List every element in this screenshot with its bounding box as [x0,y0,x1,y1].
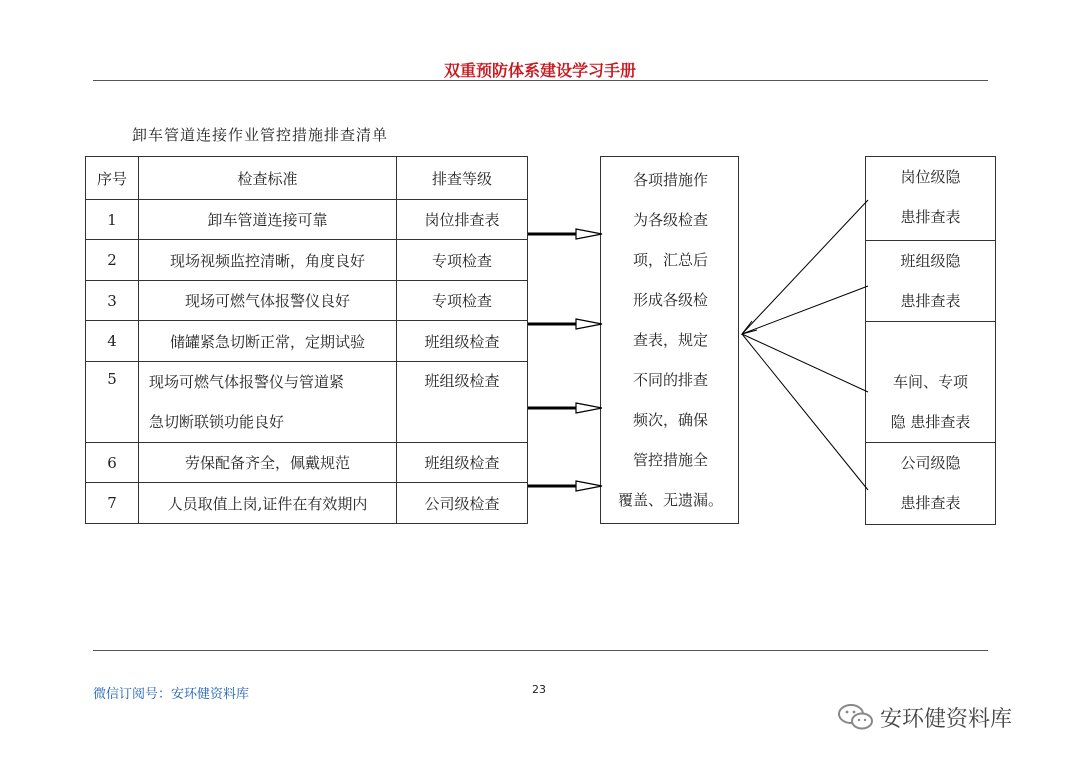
row-standard: 现场视频监控清晰，角度良好 [139,240,397,281]
result-line: 患排查表 [900,494,961,512]
row-no: 4 [86,321,139,362]
row-no: 3 [86,281,139,321]
summary-line: 频次，确保 [632,411,708,429]
header-cell-level: 排查等级 [397,157,528,200]
row-no: 5 [86,362,139,443]
watermark [836,700,1012,734]
right-arrow-1 [528,229,602,239]
result-line: 公司级隐 [900,454,961,472]
row-level: 专项检查 [397,240,528,281]
row-standard: 储罐紧急切断正常，定期试验 [139,321,397,362]
row-standard: 劳保配备齐全，佩戴规范 [139,443,397,483]
result-line: 班组级隐 [900,252,961,270]
row-standard-line: 急切断联锁功能良好 [149,413,285,431]
row-no: 1 [86,200,139,240]
result-line: 患排查表 [900,292,961,310]
right-arrow-2 [528,319,602,329]
summary-line: 为各级检查 [632,211,708,229]
summary-line: 不同的排查 [632,371,708,389]
row-no: 2 [86,240,139,281]
result-line: 岗位级隐 [900,168,961,186]
right-arrow-4 [528,481,602,491]
page-number: 23 [532,683,546,696]
header-cell-standard: 检查标准 [139,157,397,200]
watermark-text: 安环健资料库 [880,706,1013,732]
row-level: 班组级检查 [397,321,528,362]
row-level: 公司级检查 [397,483,528,524]
row-no: 7 [86,483,139,524]
header-cell-no: 序号 [86,157,139,200]
result-line: 患排查表 [900,208,961,226]
right-arrow-3 [528,403,602,413]
row-level: 专项检查 [397,281,528,321]
row-standard: 现场可燃气体报警仪良好 [139,281,397,321]
summary-line: 形成各级检 [632,291,708,309]
row-level: 班组级检查 [397,443,528,483]
wechat-account-label: 微信订阅号：安环健资料库 [93,687,250,702]
result-line: 隐 患排查表 [890,413,971,431]
result-line: 车间、专项 [892,373,968,391]
summary-line: 查表，规定 [632,331,708,349]
document-title: 卸车管道连接作业管控措施排查清单 [132,126,389,144]
row-level: 岗位排查表 [397,200,528,240]
row-standard: 人员取值上岗,证件在有效期内 [139,483,397,524]
summary-line: 覆盖、无遗漏。 [617,491,723,509]
summary-line: 各项措施作 [632,171,708,189]
row-no: 6 [86,443,139,483]
wechat-icon [836,702,876,732]
summary-line: 项，汇总后 [632,251,708,269]
row-standard-line: 现场可燃气体报警仪与管道紧 [149,373,345,391]
row-level: 班组级检查 [397,362,528,443]
converging-lines [742,200,868,490]
footer-rule [93,650,988,651]
summary-line: 管控措施全 [632,451,708,469]
page-header-title: 双重预防体系建设学习手册 [443,61,636,80]
row-standard: 卸车管道连接可靠 [139,200,397,240]
